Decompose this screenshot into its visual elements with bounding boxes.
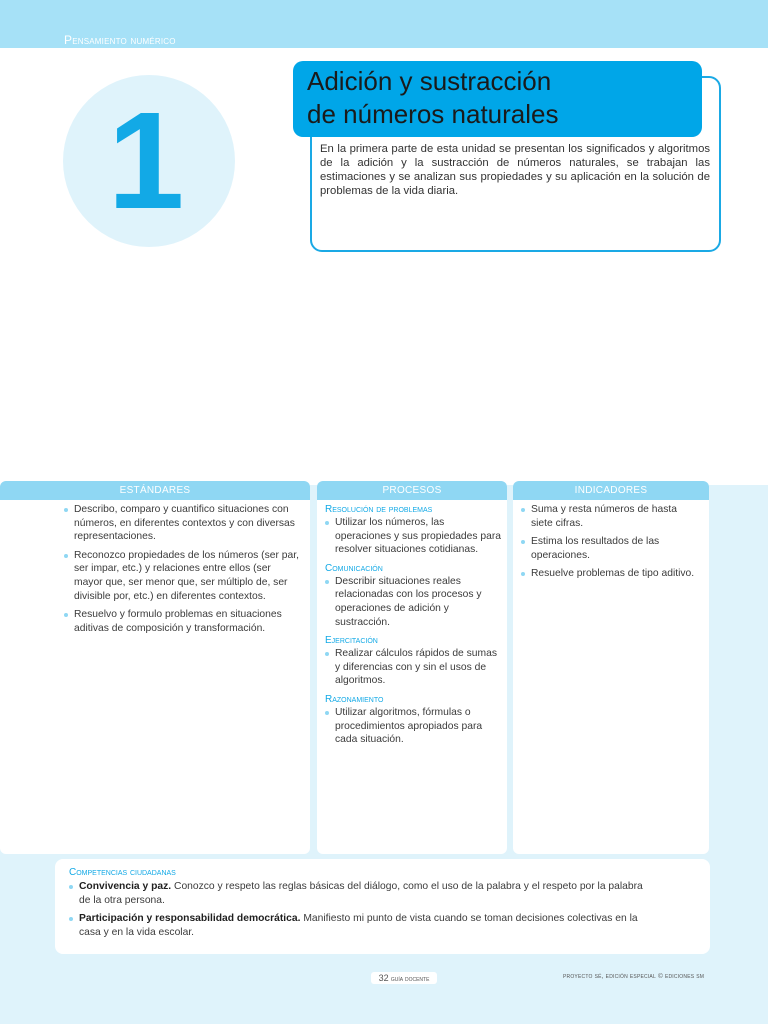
title-line-1: Adición y sustracción [307,66,552,96]
estandares-panel [0,481,310,854]
competencias-panel [55,859,710,954]
list-item: Estima los resultados de las operaciones. [521,535,701,562]
title-tab [293,61,702,137]
footer-credit: proyecto sé, edición especial © ediciones sm [563,973,705,980]
list-item: Describo, comparo y cuantifico situaciones con números, en diferentes contextos y con diversas representaciones. [64,503,302,544]
proceso-title: Ejercitación [325,635,378,647]
estandares-header: ESTÁNDARES [0,481,310,500]
competencia-text: Manifiesto mi punto de vista cuando se toman decisiones colectivas en la casa y en la vida escolar. [79,913,638,938]
procesos-header: PROCESOS [317,481,507,500]
competencia-name: Convivencia y paz. [79,881,172,892]
chapter-circle [63,75,235,247]
list-item: Suma y resta números de hasta siete cifras. [521,503,701,530]
proceso-title: Comunicación [325,562,383,574]
procesos-panel [317,481,507,854]
procesos-content [325,503,503,752]
proceso-title: Razonamiento [325,693,384,705]
proceso-list [325,575,503,629]
intro-text: En la primera parte de esta unidad se presentan los significados y algoritmos de la adición y la sustracción de números naturales, se trabajan las estimaciones y se analizan sus propiedades y su aplicación en la solución de problemas de la vida diaria. [320,143,710,197]
proceso-list [325,706,503,747]
list-item [69,880,654,907]
section-label: Pensamiento numérico [64,33,176,47]
list-item: Resuelve problemas de tipo aditivo. [521,567,701,581]
title-line-2: de números naturales [307,99,559,129]
list-item: Realizar cálculos rápidos de sumas y diferencias con y sin el usos de algoritmos. [325,647,503,688]
list-item: Describir situaciones reales relacionadas con los procesos y operaciones de adición y sustracción. [325,575,503,629]
competencia-name: Participación y responsabilidad democrática. [79,913,301,924]
page-number-label: guía docente [390,976,430,983]
page-number [371,972,437,984]
competencia-text: Conozco y respeto las reglas básicas del diálogo, como el uso de la palabra y el respeto por la palabra de la otra persona. [79,881,643,906]
estandares-list [64,503,302,640]
competencias-list [69,880,654,944]
indicadores-header: INDICADORES [513,481,709,500]
competencias-title: Competencias ciudadanas [69,867,176,878]
proceso-list [325,647,503,688]
list-item: Resuelvo y formulo problemas en situaciones aditivas de composición y transformación. [64,608,302,635]
proceso-title: Resolución de problemas [325,504,433,515]
chapter-number: 1 [107,84,179,238]
page-number-value: 32 [378,973,389,983]
list-item: Utilizar algoritmos, fórmulas o procedimientos apropiados para cada situación. [325,706,503,747]
indicadores-panel [513,481,709,854]
list-item: Reconozco propiedades de los números (ser par, ser impar, etc.) y relaciones entre ellos (ser mayor que, ser menor que, ser múltiplo de, ser divisible por, etc.) en diferentes contextos. [64,549,302,603]
proceso-list [325,516,503,557]
list-item [69,912,654,939]
indicadores-list [521,503,701,586]
list-item: Utilizar los números, las operaciones y sus propiedades para resolver situaciones cotidianas. [325,516,503,557]
